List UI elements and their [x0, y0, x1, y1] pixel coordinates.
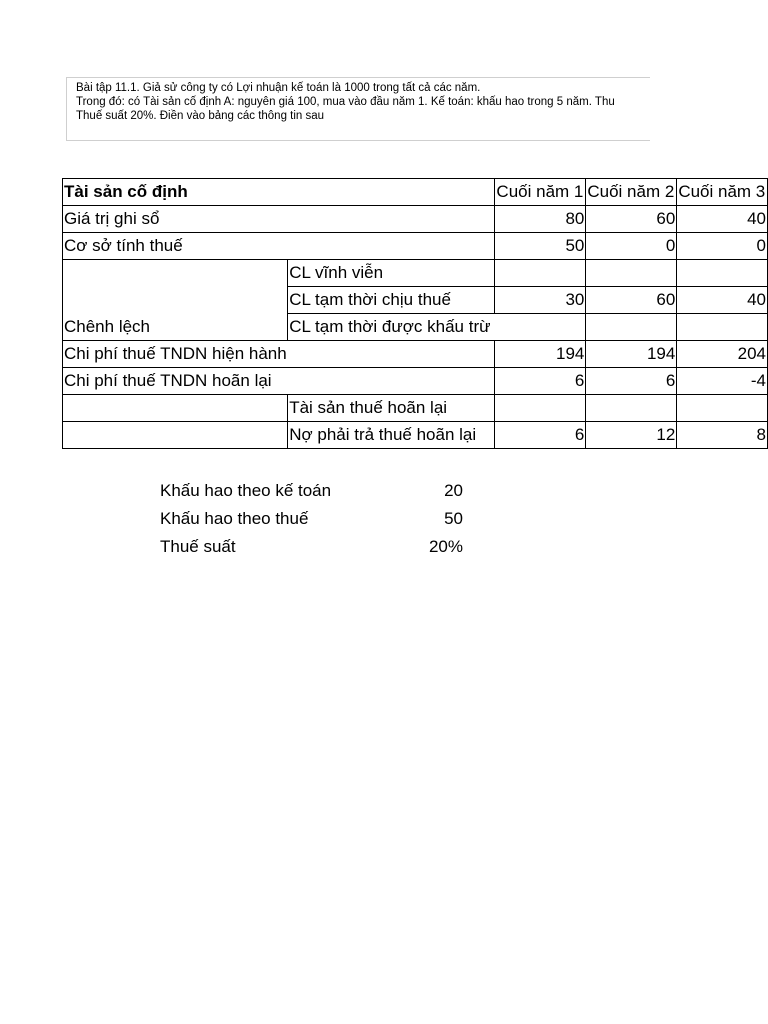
- header-blank-cell[interactable]: [288, 179, 495, 206]
- difference-group-blank-1[interactable]: [63, 260, 288, 287]
- book-value-label: Giá trị ghi sổ: [64, 209, 160, 228]
- book-value-y2[interactable]: 60: [586, 206, 677, 233]
- tax-base-label-cell[interactable]: [63, 233, 288, 260]
- header-year-1[interactable]: Cuối năm 1: [495, 179, 586, 206]
- dtl-label[interactable]: Nợ phải trả thuế hoãn lại: [288, 422, 495, 449]
- table-row: [63, 260, 768, 287]
- taxable-temp-diff-y1[interactable]: 30: [495, 287, 586, 314]
- table-row: [63, 422, 768, 449]
- acct-depreciation-value[interactable]: 20: [444, 481, 463, 500]
- tax-base-y1[interactable]: 50: [495, 233, 586, 260]
- current-tax-label: Chi phí thuế TNDN hiện hành: [64, 344, 287, 363]
- table-row: [63, 395, 768, 422]
- note-line-3: Thuế suất 20%. Điền vào bảng các thông tin sau: [76, 110, 325, 122]
- table-header-row: [63, 179, 768, 206]
- tax-base-y2[interactable]: 0: [586, 233, 677, 260]
- note-line-2: Trong đó: có Tài sản cố định A: nguyên giá 100, mua vào đầu năm 1. Kế toán: khấu hao trong 5 năm. Thu: [76, 96, 615, 108]
- permanent-diff-y3[interactable]: [677, 260, 768, 287]
- dtl-y3[interactable]: 8: [677, 422, 768, 449]
- dta-y1[interactable]: [495, 395, 586, 422]
- dta-blank-cell[interactable]: [63, 395, 288, 422]
- deductible-temp-diff-y2[interactable]: [586, 314, 677, 341]
- table-row: [63, 368, 768, 395]
- dta-y3[interactable]: [677, 395, 768, 422]
- header-year-2[interactable]: Cuối năm 2: [586, 179, 677, 206]
- current-tax-label-cell[interactable]: [63, 341, 288, 368]
- deferred-tax-label-cell[interactable]: [63, 368, 288, 395]
- tax-base-label: Cơ sở tính thuế: [64, 236, 183, 255]
- deductible-temp-diff-label[interactable]: CL tạm thời được khấu trừ: [288, 314, 495, 341]
- taxable-temp-diff-y2[interactable]: 60: [586, 287, 677, 314]
- table-row: [63, 233, 768, 260]
- dta-y2[interactable]: [586, 395, 677, 422]
- deferred-tax-y3[interactable]: -4: [677, 368, 768, 395]
- book-value-blank-cell[interactable]: [288, 206, 495, 233]
- deferred-tax-y1[interactable]: 6: [495, 368, 586, 395]
- header-year-3[interactable]: Cuối năm 3: [677, 179, 768, 206]
- tax-base-y3[interactable]: 0: [677, 233, 768, 260]
- difference-group-blank-2[interactable]: [63, 287, 288, 314]
- exercise-note: [66, 77, 650, 141]
- table-row: [63, 206, 768, 233]
- note-line-1: Bài tập 11.1. Giả sử công ty có Lợi nhuận kế toán là 1000 trong tất cả các năm.: [76, 82, 481, 94]
- tax-rate-value[interactable]: 20%: [428, 537, 463, 556]
- current-tax-y3[interactable]: 204: [677, 341, 768, 368]
- header-label-cell[interactable]: [63, 179, 288, 206]
- deferred-tax-label: Chi phí thuế TNDN hoãn lại: [64, 371, 272, 390]
- taxable-temp-diff-y3[interactable]: 40: [677, 287, 768, 314]
- permanent-diff-label[interactable]: CL vĩnh viễn: [288, 260, 495, 287]
- book-value-y1[interactable]: 80: [495, 206, 586, 233]
- book-value-y3[interactable]: 40: [677, 206, 768, 233]
- current-tax-y1[interactable]: 194: [495, 341, 586, 368]
- table-row: [63, 341, 768, 368]
- table-row: [63, 287, 768, 314]
- acct-depreciation-label[interactable]: Khấu hao theo kế toán: [160, 481, 332, 500]
- header-label: Tài sản cố định: [64, 182, 188, 201]
- current-tax-y2[interactable]: 194: [586, 341, 677, 368]
- dtl-y1[interactable]: 6: [495, 422, 586, 449]
- dtl-blank-cell[interactable]: [63, 422, 288, 449]
- difference-group-label[interactable]: Chênh lệch: [63, 314, 288, 341]
- table-row: [63, 314, 768, 341]
- deferred-tax-y2[interactable]: 6: [586, 368, 677, 395]
- deferred-tax-blank-cell[interactable]: [288, 368, 495, 395]
- tax-depreciation-value[interactable]: 50: [444, 509, 463, 528]
- deductible-temp-diff-y3[interactable]: [677, 314, 768, 341]
- deductible-temp-diff-y1[interactable]: [495, 314, 586, 341]
- fixed-asset-table: [62, 178, 768, 449]
- permanent-diff-y1[interactable]: [495, 260, 586, 287]
- tax-rate-label[interactable]: Thuế suất: [160, 537, 236, 556]
- current-tax-blank-cell[interactable]: [288, 341, 495, 368]
- book-value-label-cell[interactable]: [63, 206, 288, 233]
- dta-label[interactable]: Tài sản thuế hoãn lại: [288, 395, 495, 422]
- dtl-y2[interactable]: 12: [586, 422, 677, 449]
- permanent-diff-y2[interactable]: [586, 260, 677, 287]
- tax-base-blank-cell[interactable]: [288, 233, 495, 260]
- taxable-temp-diff-label[interactable]: CL tạm thời chịu thuế: [288, 287, 495, 314]
- tax-depreciation-label[interactable]: Khấu hao theo thuế: [160, 509, 309, 528]
